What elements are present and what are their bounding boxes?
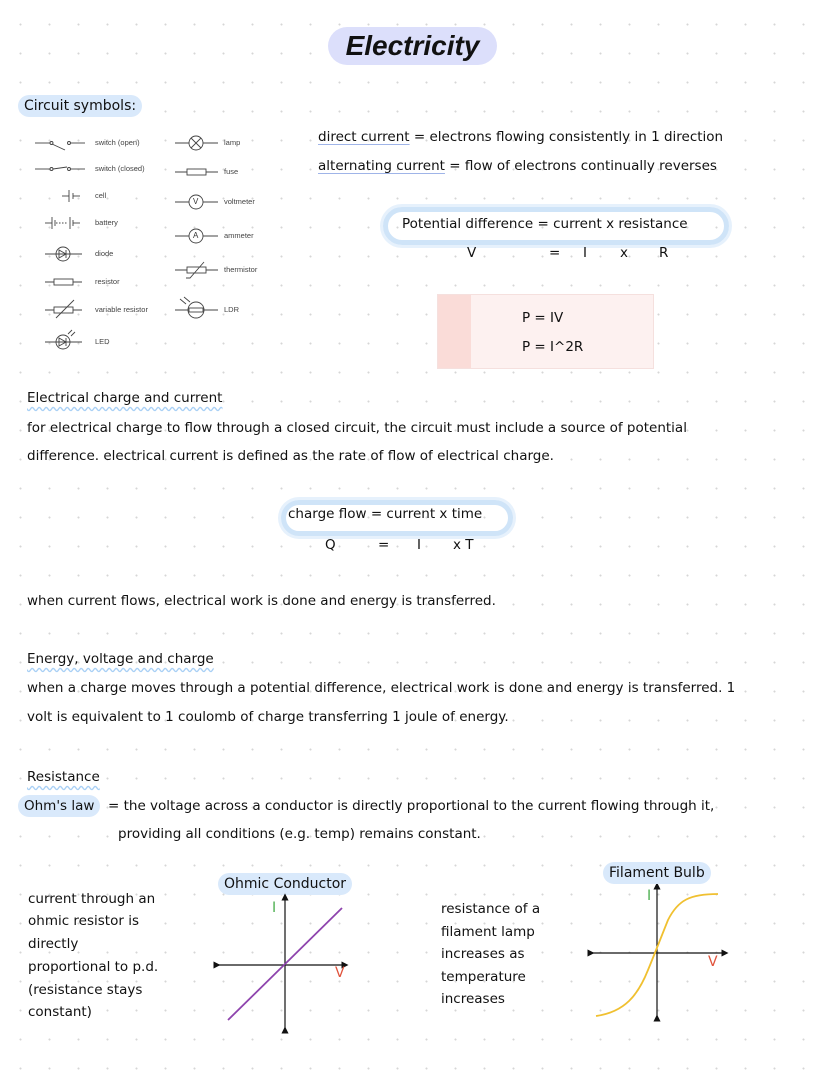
battery-icon — [45, 217, 80, 229]
power-formula-box — [437, 294, 654, 369]
power-formula: P = I^2R — [522, 339, 584, 355]
ohmic-note-line: proportional to p.d. — [28, 959, 159, 975]
ldr-icon — [175, 297, 218, 318]
switch-open-icon — [35, 142, 85, 151]
diode-icon — [45, 247, 82, 261]
pd-symbol: x — [620, 245, 628, 261]
symbol-label: LED — [95, 337, 110, 346]
fuse-icon — [175, 169, 218, 175]
power-formula: P = IV — [522, 310, 564, 326]
ohms-law-label: Ohm's law — [18, 795, 100, 817]
symbol-label: LDR — [224, 305, 240, 314]
pd-symbol: = — [549, 245, 561, 261]
pd-symbol: V — [467, 245, 477, 261]
ohmic-note-line: ohmic resistor is — [28, 913, 139, 929]
charge-symbol: x T — [453, 537, 474, 553]
energy-paragraph-line: volt is equivalent to 1 coulomb of charge transferring 1 joule of energy. — [27, 709, 509, 725]
ohmic-y-label: I — [272, 900, 277, 916]
resistor-icon — [45, 279, 82, 285]
charge-paragraph-line: for electrical charge to flow through a closed circuit, the circuit must include a source of potential — [27, 420, 687, 436]
ohmic-x-label: V — [335, 965, 345, 981]
symbol-label: ammeter — [224, 231, 254, 240]
ammeter-letter: A — [193, 231, 199, 240]
filament-graph-title: Filament Bulb — [603, 862, 711, 884]
symbol-label: switch (closed) — [95, 164, 145, 173]
ohmic-note-line: (resistance stays — [28, 982, 143, 998]
charge-symbol: I — [417, 537, 421, 553]
charge-symbol: Q — [325, 537, 336, 553]
symbol-label: lamp — [224, 138, 241, 147]
cell-icon — [62, 190, 80, 202]
filament-x-label: V — [708, 954, 718, 970]
filament-note-line: increases — [441, 991, 505, 1007]
charge-after-text: when current flows, electrical work is done and energy is transferred. — [27, 593, 496, 609]
symbol-label: battery — [95, 218, 118, 227]
charge-formula-words: charge flow = current x time — [288, 506, 483, 522]
led-icon — [45, 330, 82, 349]
thermistor-icon — [175, 262, 218, 278]
filament-note-line: increases as — [441, 946, 525, 962]
symbol-label: diode — [95, 249, 114, 258]
charge-symbol: = — [378, 537, 390, 553]
dc-def: = electrons flowing consistently in 1 direction — [409, 129, 724, 145]
switch-closed-icon — [35, 167, 85, 171]
resistance-heading: Resistance — [27, 769, 100, 785]
pd-symbol: R — [659, 245, 669, 261]
energy-paragraph-line: when a charge moves through a potential difference, electrical work is done and energy is transferred. 1 — [27, 680, 736, 696]
symbol-label: resistor — [95, 277, 120, 286]
pd-symbol: I — [583, 245, 587, 261]
lamp-icon — [175, 136, 218, 150]
dc-term: direct current — [318, 129, 410, 145]
ohmic-note-line: current through an — [28, 891, 156, 907]
ac-term: alternating current — [318, 158, 445, 174]
ohmic-graph-title: Ohmic Conductor — [218, 873, 352, 895]
ohms-law-line: providing all conditions (e.g. temp) remains constant. — [118, 826, 481, 842]
symbol-label: thermistor — [224, 265, 258, 274]
filament-note-line: resistance of a — [441, 901, 541, 917]
ohmic-note-line: directly — [28, 936, 79, 952]
variable-resistor-icon — [45, 300, 82, 318]
ac-definition — [318, 157, 717, 175]
filament-y-label: I — [647, 888, 652, 904]
symbol-label: switch (open) — [95, 138, 140, 147]
symbol-label: voltmeter — [224, 197, 255, 206]
filament-note-line: temperature — [441, 969, 526, 985]
symbol-label: fuse — [224, 167, 239, 176]
dc-definition — [318, 128, 723, 146]
ac-def: = flow of electrons continually reverses — [444, 158, 717, 174]
energy-heading: Energy, voltage and charge — [27, 651, 214, 667]
filament-note-line: filament lamp — [441, 924, 535, 940]
voltmeter-letter: V — [193, 197, 199, 206]
page-title: Electricity — [328, 27, 497, 65]
ohms-law-line: = the voltage across a conductor is directly proportional to the current flowing through it, — [108, 798, 715, 814]
ohmic-graph — [0, 0, 1, 1]
symbol-label: variable resistor — [95, 305, 148, 314]
ohmic-note-line: constant) — [28, 1004, 92, 1020]
charge-paragraph-line: difference. electrical current is defined as the rate of flow of electrical charge. — [27, 448, 554, 464]
charge-heading: Electrical charge and current — [27, 390, 223, 406]
symbol-label: cell — [95, 191, 107, 200]
pd-formula-words: Potential difference = current x resistance — [402, 216, 688, 232]
circuit-symbols-heading: Circuit symbols: — [18, 95, 142, 117]
